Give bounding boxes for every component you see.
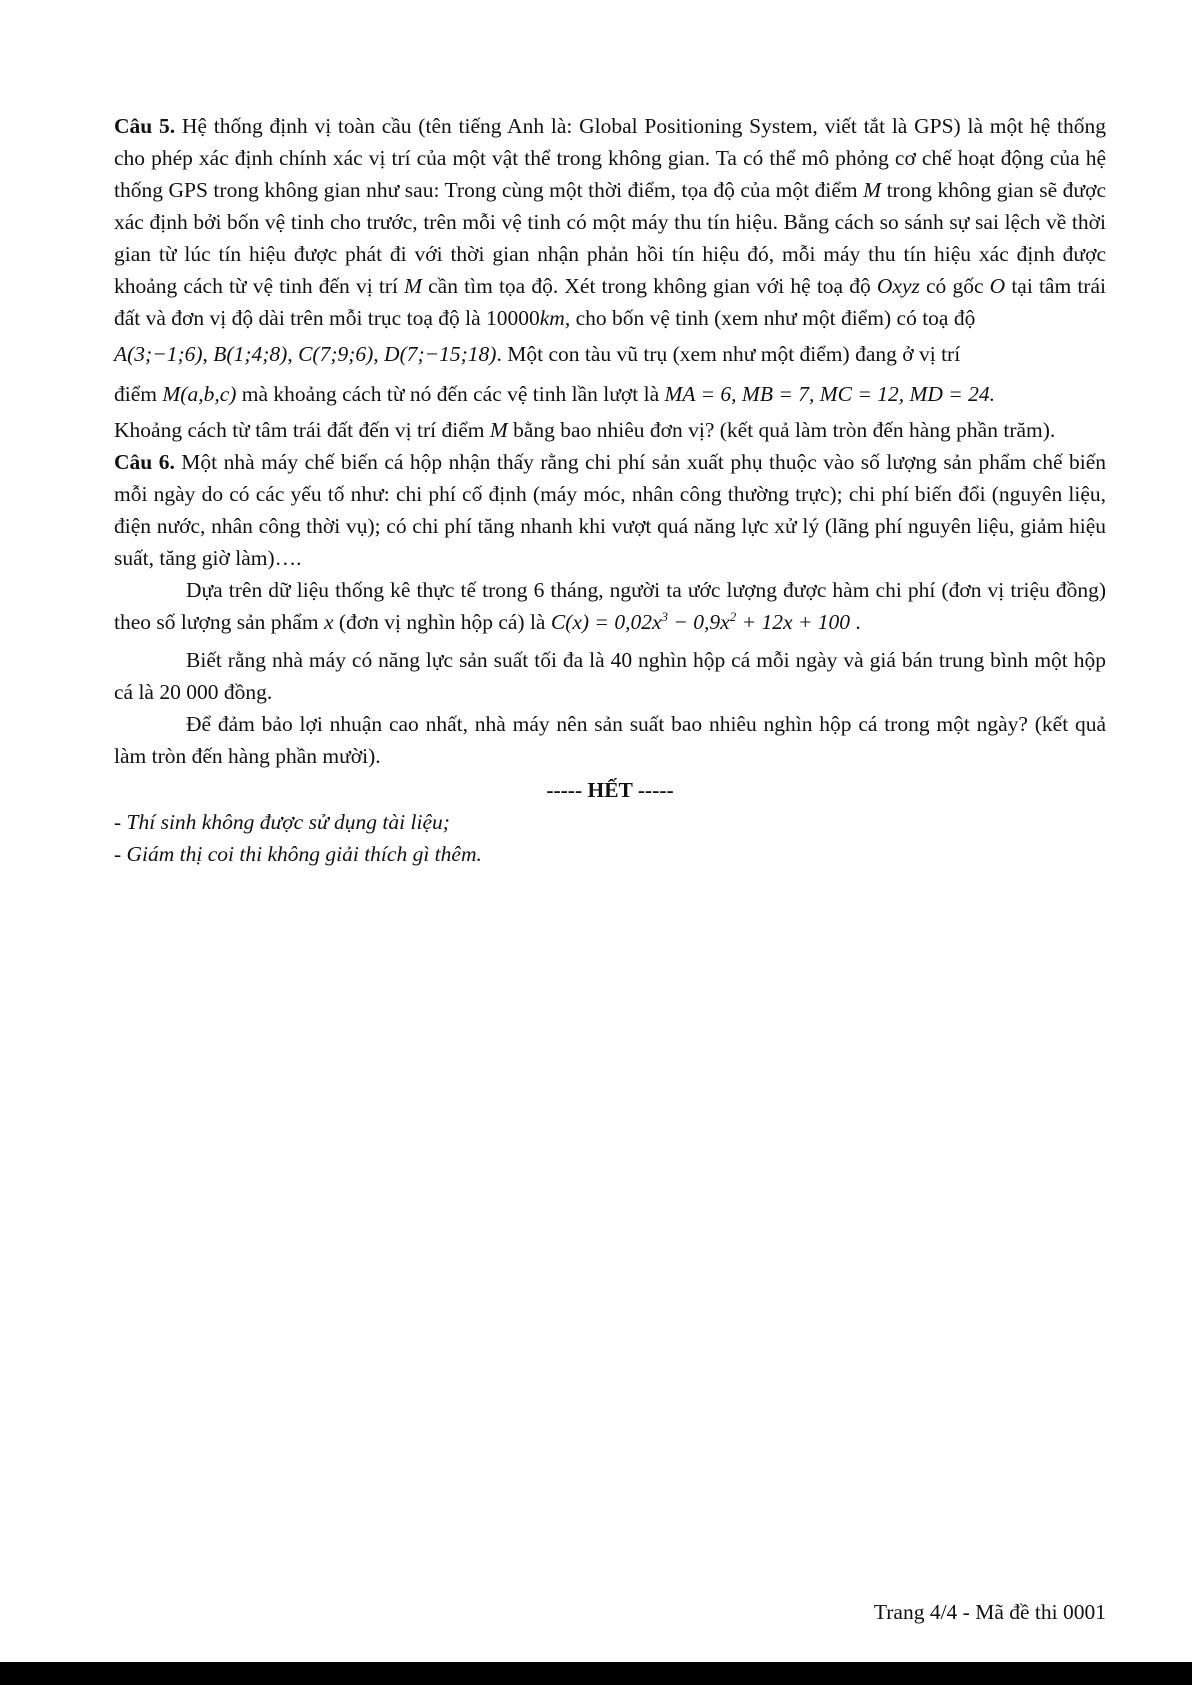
satellite-a: A(3;−1;6) [114,342,203,366]
question-6-label: Câu 6. [114,450,175,474]
notes [114,806,1106,870]
satellite-b: B(1;4;8) [213,342,288,366]
document-body [114,110,1106,870]
question-5-label: Câu 5. [114,114,176,138]
question-6-paragraph-1: Câu 6. Một nhà máy chế biến cá hộp nhận thấy rằng chi phí sản xuất phụ thuộc vào số lượng sản phẩm chế biến mỗi ngày do có các yếu tố như: chi phí cố định (máy móc, nhân công thường trực); chi phí biến đổi (nguyên liệu, điện nước, nhân công thời vụ); có chi phí tăng nhanh khi vượt quá năng lực xử lý (lãng phí nguyên liệu, giảm hiệu suất, tăng giờ làm)…. [114,450,1106,570]
question-6-paragraph-3: Biết rằng nhà máy có năng lực sản suất tối đa là 40 nghìn hộp cá mỗi ngày và giá bán trung bình một hộp cá là 20 000 đồng. [114,648,1106,704]
end-mark: ----- HẾT ----- [546,778,674,802]
distances: MA = 6, MB = 7, MC = 12, MD = 24. [664,382,996,406]
satellite-d: D(7;−15;18) [384,342,497,366]
page-bottom-edge [0,1662,1192,1685]
note-item: - Thí sinh không được sử dụng tài liệu; [114,810,450,834]
question-5-paragraph-1: Câu 5. Hệ thống định vị toàn cầu (tên tiếng Anh là: Global Positioning System, viết tắt là GPS) là một hệ thống cho phép xác định chính xác vị trí của một vật thể trong không gian. Ta có thể mô phỏng cơ chế hoạt động của hệ thống GPS trong không gian như sau: Trong cùng một thời điểm, tọa độ của một điểm M trong không gian sẽ được xác định bởi bốn vệ tinh cho trước, trên mỗi vệ tinh có một máy thu tín hiệu. Bằng cách so sánh sự sai lệch về thời gian từ lúc tín hiệu được phát đi với thời gian nhận phản hồi tín hiệu đó, mỗi máy thu tín hiệu xác định được khoảng cách từ vệ tinh đến vị trí M cần tìm tọa độ. Xét trong không gian với hệ toạ độ Oxyz có gốc O tại tâm trái đất và đơn vị độ dài trên mỗi trục toạ độ là 10000km, cho bốn vệ tinh (xem như một điểm) có toạ độ [114,114,1106,330]
question-5-question: Khoảng cách từ tâm trái đất đến vị trí điểm M bằng bao nhiêu đơn vị? (kết quả làm tròn đến hàng phần trăm). [114,418,1056,442]
page-footer: Trang 4/4 - Mã đề thi 0001 [873,1600,1106,1624]
satellite-c: C(7;9;6) [298,342,374,366]
note-item: - Giám thị coi thi không giải thích gì thêm. [114,842,482,866]
question-5-distances-line: điểm M(a,b,c) mà khoảng cách từ nó đến các vệ tinh lần lượt là MA = 6, MB = 7, MC = 12, MD = 24. [114,382,996,406]
question-6-paragraph-4: Để đảm bảo lợi nhuận cao nhất, nhà máy nên sản suất bao nhiêu nghìn hộp cá trong một ngày? (kết quả làm tròn đến hàng phần mười). [114,712,1106,768]
cost-function: $C(x) = 0,02x^3 - 0,9x^2 + 12x + 100$ [550,609,850,634]
question-6-paragraph-2: Dựa trên dữ liệu thống kê thực tế trong 6 tháng, người ta ước lượng được hàm chi phí (đơn vị triệu đồng) theo số lượng sản phẩm x (đơn vị nghìn hộp cá) là $C(x) = 0,02x^3 - 0,9x^2 + 12x + 100$ . [114,578,1106,634]
question-5-satellites: A(3;−1;6), B(1;4;8), C(7;9;6), D(7;−15;18). Một con tàu vũ trụ (xem như một điểm) đang ở vị trí [114,342,961,366]
